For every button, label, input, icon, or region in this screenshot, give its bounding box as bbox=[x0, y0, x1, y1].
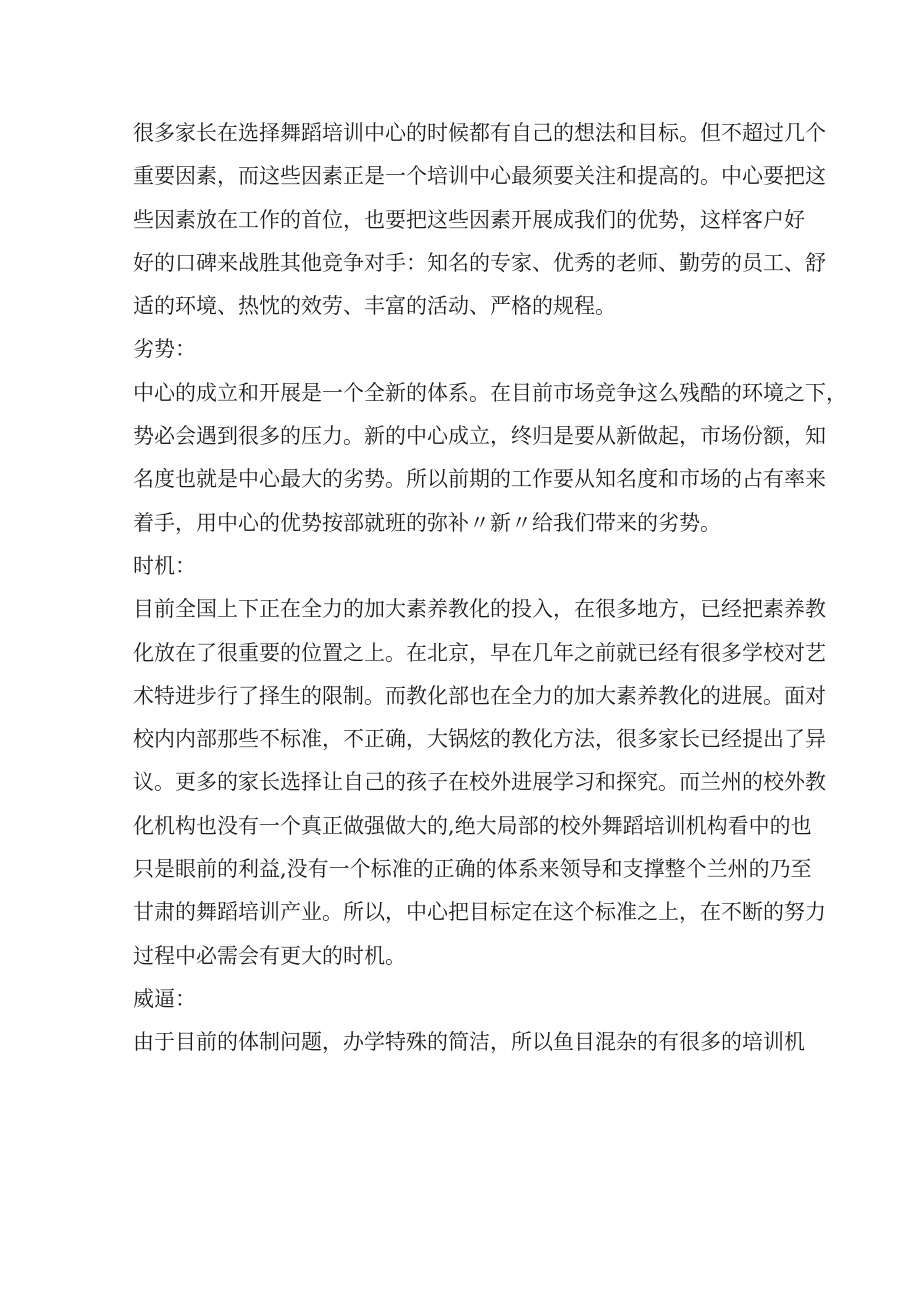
text-line: 好的口碑来战胜其他竞争对手：知名的专家、优秀的老师、勤劳的员工、舒 bbox=[133, 250, 826, 275]
text-line: 很多家长在选择舞蹈培训中心的时候都有自己的想法和目标。但不超过几个 bbox=[133, 121, 826, 145]
text-line: 过程中必需会有更大的时机。 bbox=[133, 943, 406, 968]
intro-paragraph bbox=[133, 112, 826, 328]
text-line: 由于目前的体制问题，办学特殊的简洁，所以鱼目混杂的有很多的培训机 bbox=[133, 1030, 805, 1055]
text-line: 甘肃的舞蹈培训产业。所以，中心把目标定在这个标准之上，在不断的努力 bbox=[133, 900, 826, 925]
text-line: 重要因素，而这些因素正是一个培训中心最须要关注和提高的。中心要把这 bbox=[133, 164, 826, 189]
text-line: 势必会遇到很多的压力。新的中心成立，终归是要从新做起，市场份额，知 bbox=[133, 424, 826, 449]
weakness-paragraph bbox=[133, 372, 847, 545]
text-line: 术特进步行了择生的限制。而教化部也在全力的加大素养教化的进展。面对 bbox=[133, 683, 826, 708]
text-line: 化机构也没有一个真正做强做大的,绝大局部的校外舞蹈培训机构看中的也 bbox=[133, 813, 812, 838]
threat-heading: 威逼： bbox=[133, 986, 196, 1011]
threat-paragraph bbox=[133, 1021, 803, 1064]
document-body bbox=[133, 112, 847, 1065]
text-line: 些因素放在工作的首位，也要把这些因素开展成我们的优势，这样客户好 bbox=[133, 207, 805, 232]
opportunity-paragraph bbox=[133, 588, 826, 978]
text-line: 化放在了很重要的位置之上。在北京，早在几年之前就已经有很多学校对艺 bbox=[133, 640, 826, 665]
text-line: 只是眼前的利益,没有一个标准的正确的体系来领导和支撑整个兰州的乃至 bbox=[133, 857, 812, 882]
text-line: 中心的成立和开展是一个全新的体系。在目前市场竞争这么残酷的环境之下， bbox=[133, 380, 847, 405]
opportunity-heading: 时机： bbox=[133, 553, 196, 578]
text-line: 校内内部那些不标准，不正确，大锅炫的教化方法，很多家长已经提出了异 bbox=[133, 727, 826, 752]
text-line: 适的环境、热忱的效劳、丰富的活动、严格的规程。 bbox=[133, 294, 616, 319]
text-line: 着手，用中心的优势按部就班的弥补〃新〃给我们带来的劣势。 bbox=[133, 510, 721, 535]
text-line: 名度也就是中心最大的劣势。所以前期的工作要从知名度和市场的占有率来 bbox=[133, 467, 826, 492]
text-line: 议。更多的家长选择让自己的孩子在校外进展学习和探究。而兰州的校外教 bbox=[133, 770, 826, 795]
text-line: 目前全国上下正在全力的加大素养教化的投入，在很多地方，已经把素养教 bbox=[133, 597, 826, 622]
weakness-heading: 劣势： bbox=[133, 337, 196, 362]
